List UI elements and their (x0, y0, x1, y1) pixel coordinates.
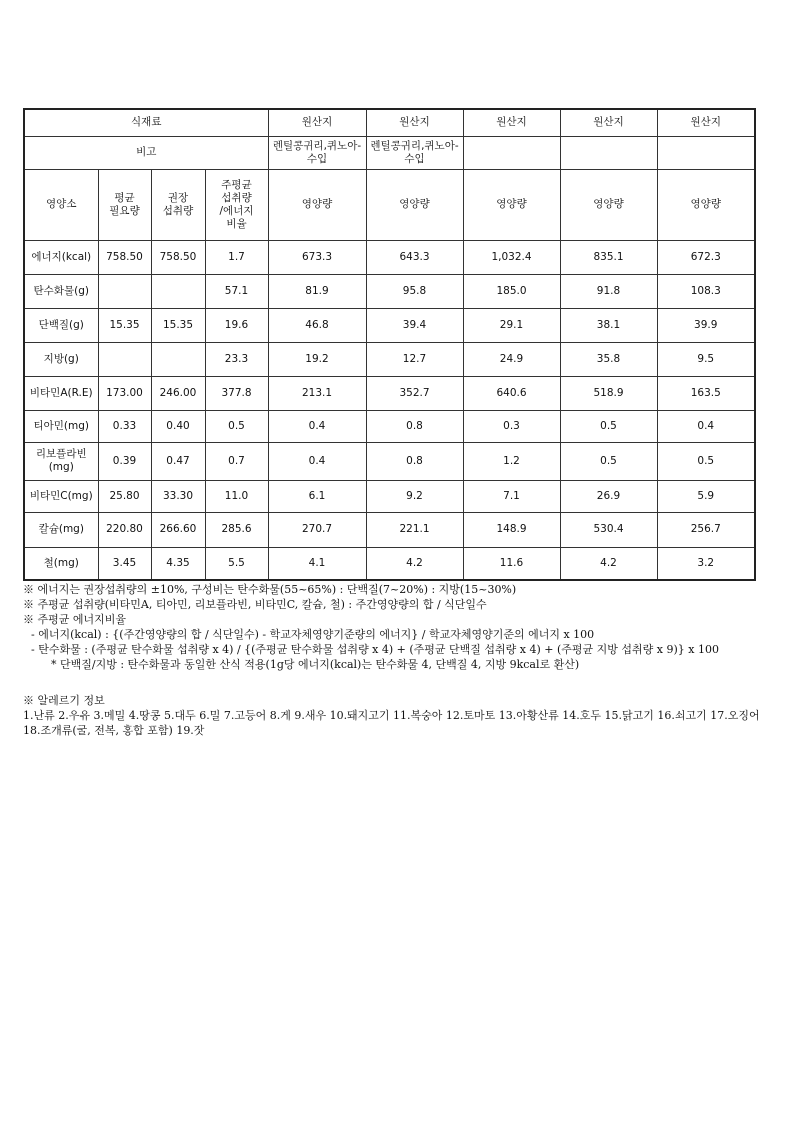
avg-required-cell: 173.00 (98, 376, 151, 410)
avg-required-cell: 0.39 (98, 442, 151, 480)
nutrient-row (24, 512, 755, 547)
amount-col-header: 영양량 (560, 169, 657, 240)
nutrient-row (24, 308, 755, 342)
amount-cell: 6.1 (268, 480, 366, 512)
column-header-row (24, 169, 755, 240)
nutrition-sheet (23, 108, 754, 581)
recommended-cell: 0.40 (151, 410, 205, 442)
nutrient-col-header: 영양소 (24, 169, 98, 240)
amount-cell: 673.3 (268, 240, 366, 274)
origin-header: 원산지 (366, 109, 463, 136)
weekly-ratio-cell: 19.6 (205, 308, 268, 342)
recommended-cell: 33.30 (151, 480, 205, 512)
amount-cell: 640.6 (463, 376, 560, 410)
nutrient-name-cell: 지방(g) (24, 342, 98, 376)
amount-cell: 518.9 (560, 376, 657, 410)
amount-cell: 256.7 (657, 512, 755, 547)
amount-cell: 0.4 (268, 410, 366, 442)
energy-ratio-title: ※ 주평균 에너지비율 (23, 613, 127, 626)
amount-cell: 9.5 (657, 342, 755, 376)
note-header: 비고 (24, 136, 268, 169)
weekly-ratio-col-header: 주평균 섭취량 /에너지 비율 (205, 169, 268, 240)
nutrient-name-cell: 철(mg) (24, 547, 98, 580)
origin-row (24, 109, 755, 136)
nutrient-name-cell: 칼슘(mg) (24, 512, 98, 547)
origin-note-cell: 렌틸콩귀리,퀴노아-수입 (268, 136, 366, 169)
nutrient-row (24, 240, 755, 274)
amount-cell: 7.1 (463, 480, 560, 512)
carb-ratio-formula: - 탄수화물 : (주평균 탄수화물 섭취량 x 4) / {(주평균 탄수화물 섭취량 x 4) + (주평균 단백질 섭취량 x 4) + (주평균 지방 섭취량 x 9)} x 100 (31, 643, 719, 656)
amount-cell: 12.7 (366, 342, 463, 376)
amount-cell: 9.2 (366, 480, 463, 512)
nutrient-name-cell: 비타민A(R.E) (24, 376, 98, 410)
amount-cell: 0.5 (657, 442, 755, 480)
amount-cell: 81.9 (268, 274, 366, 308)
origin-note-cell: 렌틸콩귀리,퀴노아-수입 (366, 136, 463, 169)
weekly-ratio-cell: 0.7 (205, 442, 268, 480)
recommended-cell: 15.35 (151, 308, 205, 342)
avg-required-cell: 25.80 (98, 480, 151, 512)
weekly-ratio-cell: 23.3 (205, 342, 268, 376)
energy-ratio-formula: - 에너지(kcal) : {(주간영양량의 합 / 식단일수) - 학교자체영양기준량의 에너지} / 학교자체영양기준의 에너지 x 100 (31, 628, 595, 641)
allergy-title: ※ 알레르기 정보 (23, 694, 105, 707)
note-row (24, 136, 755, 169)
avg-required-cell: 758.50 (98, 240, 151, 274)
amount-cell: 46.8 (268, 308, 366, 342)
amount-cell: 38.1 (560, 308, 657, 342)
amount-cell: 39.9 (657, 308, 755, 342)
weekly-ratio-cell: 285.6 (205, 512, 268, 547)
amount-cell: 24.9 (463, 342, 560, 376)
nutrient-name-cell: 티아민(mg) (24, 410, 98, 442)
amount-cell: 91.8 (560, 274, 657, 308)
amount-cell: 835.1 (560, 240, 657, 274)
allergy-list: 1.난류 2.우유 3.메밀 4.땅콩 5.대두 6.밀 7.고등어 8.게 9.새우 10.돼지고기 11.복숭아 12.토마토 13.아황산류 14.호두 15.닭고기 16.쇠고기 17.오징어 18.조개류(굴, 전복, 홍합 포함) 19.잣 (23, 709, 760, 737)
nutrient-row (24, 410, 755, 442)
amount-cell: 0.4 (268, 442, 366, 480)
avg-required-cell: 0.33 (98, 410, 151, 442)
amount-cell: 163.5 (657, 376, 755, 410)
amount-col-header: 영양량 (268, 169, 366, 240)
protein-fat-formula-note: * 단백질/지방 : 탄수화물과 동일한 산식 적용(1g당 에너지(kcal)는 탄수화물 4, 단백질 4, 지방 9kcal로 환산) (51, 658, 580, 671)
recommended-col-header: 권장 섭취량 (151, 169, 205, 240)
amount-cell: 4.2 (366, 547, 463, 580)
energy-note: ※ 에너지는 권장섭취량의 ±10%, 구성비는 탄수화물(55~65%) : 단백질(7~20%) : 지방(15~30%) (23, 583, 517, 596)
amount-cell: 108.3 (657, 274, 755, 308)
weekly-ratio-cell: 11.0 (205, 480, 268, 512)
amount-cell: 19.2 (268, 342, 366, 376)
amount-cell: 213.1 (268, 376, 366, 410)
amount-cell: 270.7 (268, 512, 366, 547)
recommended-cell: 758.50 (151, 240, 205, 274)
recommended-cell: 4.35 (151, 547, 205, 580)
recommended-cell: 246.00 (151, 376, 205, 410)
amount-cell: 0.4 (657, 410, 755, 442)
nutrient-row (24, 274, 755, 308)
nutrient-row (24, 442, 755, 480)
origin-header: 원산지 (560, 109, 657, 136)
origin-header: 원산지 (268, 109, 366, 136)
weekly-ratio-cell: 377.8 (205, 376, 268, 410)
amount-cell: 352.7 (366, 376, 463, 410)
amount-col-header: 영양량 (366, 169, 463, 240)
nutrient-row (24, 547, 755, 580)
amount-cell: 35.8 (560, 342, 657, 376)
amount-cell: 0.3 (463, 410, 560, 442)
amount-cell: 0.5 (560, 410, 657, 442)
amount-cell: 4.2 (560, 547, 657, 580)
weekly-ratio-cell: 0.5 (205, 410, 268, 442)
ingredient-header: 식재료 (24, 109, 268, 136)
avg-required-cell (98, 274, 151, 308)
nutrition-table-body (24, 109, 755, 580)
amount-cell: 3.2 (657, 547, 755, 580)
amount-cell: 95.8 (366, 274, 463, 308)
amount-cell: 1.2 (463, 442, 560, 480)
nutrient-name-cell: 비타민C(mg) (24, 480, 98, 512)
amount-cell: 4.1 (268, 547, 366, 580)
avg-required-cell: 15.35 (98, 308, 151, 342)
origin-header: 원산지 (463, 109, 560, 136)
recommended-cell: 266.60 (151, 512, 205, 547)
weekly-intake-note: ※ 주평균 섭취량(비타민A, 티아민, 리보플라빈, 비타민C, 칼슘, 철) : 주간영양량의 합 / 식단일수 (23, 598, 487, 611)
nutrient-name-cell: 탄수화물(g) (24, 274, 98, 308)
amount-cell: 148.9 (463, 512, 560, 547)
amount-cell: 185.0 (463, 274, 560, 308)
nutrient-row (24, 376, 755, 410)
origin-header: 원산지 (657, 109, 755, 136)
amount-cell: 0.8 (366, 410, 463, 442)
origin-note-cell (560, 136, 657, 169)
amount-col-header: 영양량 (657, 169, 755, 240)
nutrient-name-cell: 리보플라빈 (mg) (24, 442, 98, 480)
amount-cell: 5.9 (657, 480, 755, 512)
avg-required-cell (98, 342, 151, 376)
nutrient-name-cell: 에너지(kcal) (24, 240, 98, 274)
amount-cell: 1,032.4 (463, 240, 560, 274)
amount-cell: 672.3 (657, 240, 755, 274)
origin-note-cell (463, 136, 560, 169)
amount-col-header: 영양량 (463, 169, 560, 240)
nutrition-table (23, 108, 756, 581)
amount-cell: 643.3 (366, 240, 463, 274)
weekly-ratio-cell: 1.7 (205, 240, 268, 274)
avg-required-cell: 3.45 (98, 547, 151, 580)
nutrient-row (24, 342, 755, 376)
weekly-ratio-cell: 57.1 (205, 274, 268, 308)
avg-required-col-header: 평균 필요량 (98, 169, 151, 240)
nutrient-row (24, 480, 755, 512)
amount-cell: 26.9 (560, 480, 657, 512)
amount-cell: 29.1 (463, 308, 560, 342)
recommended-cell: 0.47 (151, 442, 205, 480)
recommended-cell (151, 342, 205, 376)
origin-note-cell (657, 136, 755, 169)
recommended-cell (151, 274, 205, 308)
amount-cell: 39.4 (366, 308, 463, 342)
nutrient-name-cell: 단백질(g) (24, 308, 98, 342)
footnotes (23, 582, 771, 738)
amount-cell: 11.6 (463, 547, 560, 580)
weekly-ratio-cell: 5.5 (205, 547, 268, 580)
amount-cell: 0.8 (366, 442, 463, 480)
avg-required-cell: 220.80 (98, 512, 151, 547)
amount-cell: 221.1 (366, 512, 463, 547)
amount-cell: 0.5 (560, 442, 657, 480)
amount-cell: 530.4 (560, 512, 657, 547)
